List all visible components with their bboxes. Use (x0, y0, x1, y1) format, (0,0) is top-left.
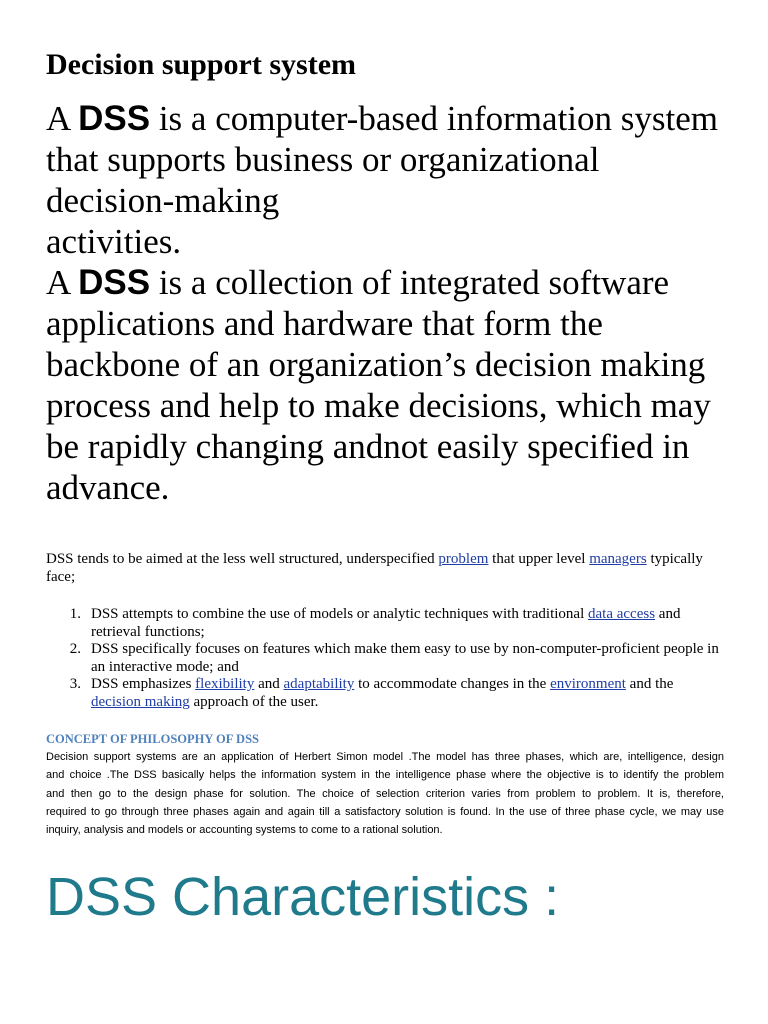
adaptability-link[interactable]: adaptability (283, 676, 355, 692)
concept-line: Decision support systems are an application of Herbert Simon model .The model has three phases, which are, intelligence, design (46, 751, 724, 763)
concept-paragraph (46, 748, 724, 839)
list-item (0, 676, 768, 711)
intro-line: advance. (46, 468, 170, 507)
dss-term: DSS (78, 263, 151, 302)
characteristics-heading: DSS Characteristics : (46, 867, 560, 927)
list-line: DSS specifically focuses on features which make them easy to use by non-computer-proficient people in (91, 641, 719, 657)
intro-text: A (46, 99, 79, 138)
concept-line: and then go to the design phase for solution. The choice of selection criterion varies from problem to problem. It is, therefore, (46, 787, 724, 800)
list-line (91, 606, 768, 624)
intro-line: applications and hardware that form the (46, 304, 603, 343)
problem-link[interactable]: problem (438, 551, 489, 567)
managers-link[interactable]: managers (589, 551, 647, 567)
concept-line: required to go through three phases again and again till a satisfactory solution is found. In the use of three phase cycle, we may use (46, 805, 724, 818)
data-access-link[interactable]: data access (588, 606, 656, 622)
list-text: approach of the user. (189, 693, 319, 710)
concept-heading: CONCEPT OF PHILOSOPHY OF DSS (46, 732, 259, 746)
intro-text: A (46, 263, 79, 302)
intro-line (46, 262, 718, 303)
list-line: an interactive mode; and (91, 658, 239, 675)
list-item-text (91, 641, 768, 676)
overview-line (46, 551, 703, 569)
concept-line: inquiry, analysis and models or accounting systems to come to a rational solution. (46, 824, 443, 837)
overview-paragraph (46, 551, 703, 586)
list-text: DSS emphasizes (91, 676, 196, 692)
overview-text: DSS tends to be aimed at the less well structured, underspecified (46, 551, 439, 567)
intro-line (46, 98, 718, 139)
list-item (0, 641, 768, 676)
document-title: Decision support system (46, 48, 357, 81)
list-text: and (254, 676, 284, 692)
decision-making-link[interactable]: decision making (91, 693, 190, 710)
list-item (0, 606, 768, 641)
list-item-text (91, 606, 768, 641)
concept-line: and choice .The DSS basically helps the information system in the intelligence phase where the objective is to identify the problem (46, 769, 724, 782)
list-text: to accommodate changes in the (354, 676, 551, 692)
overview-text: that upper level (488, 551, 590, 567)
overview-text: typically (646, 551, 703, 567)
intro-paragraphs (46, 98, 718, 508)
list-text: and the (625, 676, 674, 692)
intro-line: process and help to make decisions, which may (46, 386, 711, 425)
intro-line: activities. (46, 222, 182, 261)
environment-link[interactable]: environment (550, 676, 626, 692)
intro-line: decision-making (46, 181, 280, 220)
intro-line: backbone of an organization’s decision making (46, 345, 706, 384)
intro-text: is a collection of integrated software (150, 263, 670, 302)
overview-line: face; (46, 568, 76, 585)
intro-text: is a computer-based information system (150, 99, 718, 138)
list-number: 2. (69, 641, 81, 657)
list-line (91, 676, 768, 694)
list-line (91, 694, 768, 712)
intro-line: that supports business or organizational (46, 140, 600, 179)
dss-term: DSS (78, 99, 151, 138)
intro-line: be rapidly changing andnot easily specified in (46, 427, 690, 466)
features-list (0, 606, 768, 711)
list-text: and (655, 606, 681, 622)
list-text: DSS attempts to combine the use of models or analytic techniques with traditional (91, 606, 588, 622)
list-number: 3. (69, 676, 81, 692)
list-item-text (91, 676, 768, 711)
list-line: retrieval functions; (91, 623, 205, 640)
list-number: 1. (69, 606, 81, 622)
flexibility-link[interactable]: flexibility (195, 676, 255, 692)
